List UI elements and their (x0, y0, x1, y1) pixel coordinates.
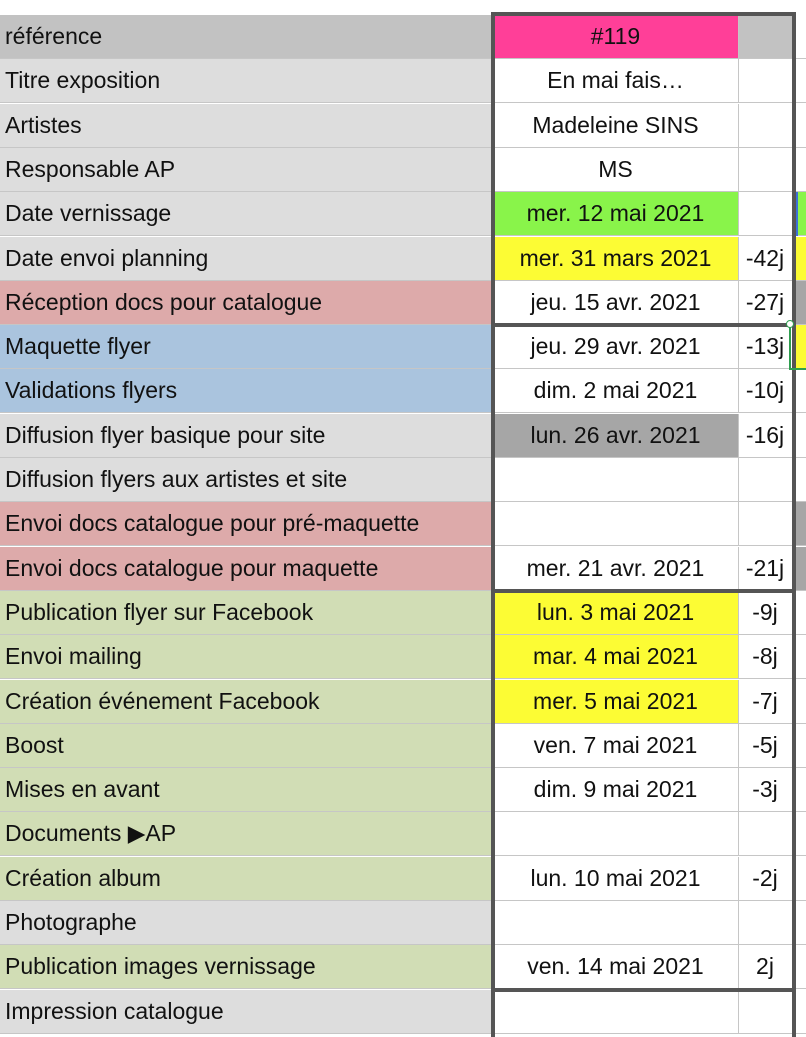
date-cell[interactable]: Madeleine SINS (493, 104, 739, 148)
date-cell[interactable]: jeu. 29 avr. 2021 (493, 325, 739, 369)
day-offset-cell[interactable]: 2j (739, 945, 794, 989)
task-label-cell[interactable]: Date vernissage (0, 192, 493, 236)
task-label-cell[interactable]: Envoi docs catalogue pour maquette (0, 547, 493, 591)
table-row (0, 591, 806, 635)
day-offset-cell[interactable] (739, 192, 794, 236)
table-row (0, 325, 806, 369)
task-label-cell[interactable]: Documents ▶AP (0, 812, 493, 856)
date-cell[interactable]: lun. 26 avr. 2021 (493, 414, 739, 458)
date-cell[interactable]: mer. 31 mars 2021 (493, 237, 739, 281)
date-cell[interactable]: lun. 10 mai 2021 (493, 857, 739, 901)
task-label-cell[interactable]: Diffusion flyer basique pour site (0, 414, 493, 458)
selection-border-bottom (789, 368, 806, 370)
day-offset-cell[interactable]: -27j (739, 281, 794, 325)
group-border-divider-0 (491, 323, 796, 327)
table-row (0, 414, 806, 458)
task-label-cell[interactable]: Boost (0, 724, 493, 768)
group-border-right (792, 12, 796, 1037)
date-cell[interactable] (493, 990, 739, 1034)
day-offset-cell[interactable] (739, 990, 794, 1034)
task-label-cell[interactable]: Validations flyers (0, 369, 493, 413)
day-offset-cell[interactable] (739, 901, 794, 945)
date-cell[interactable] (493, 502, 739, 546)
task-label-cell[interactable]: Diffusion flyers aux artistes et site (0, 458, 493, 502)
day-offset-cell[interactable] (739, 104, 794, 148)
day-offset-cell[interactable]: -7j (739, 680, 794, 724)
day-offset-cell[interactable]: -9j (739, 591, 794, 635)
task-label-cell[interactable]: Maquette flyer (0, 325, 493, 369)
table-row (0, 192, 806, 236)
task-label-cell[interactable]: référence (0, 15, 493, 59)
group-border-left (491, 12, 495, 1037)
date-cell[interactable] (493, 458, 739, 502)
table-row (0, 680, 806, 724)
date-cell[interactable]: MS (493, 148, 739, 192)
task-label-cell[interactable]: Réception docs pour catalogue (0, 281, 493, 325)
day-offset-cell[interactable]: -13j (739, 325, 794, 369)
day-offset-cell[interactable] (739, 15, 794, 59)
date-cell[interactable]: lun. 3 mai 2021 (493, 591, 739, 635)
group-border-divider-1 (491, 589, 796, 593)
task-label-cell[interactable]: Titre exposition (0, 59, 493, 103)
table-row (0, 369, 806, 413)
task-label-cell[interactable]: Photographe (0, 901, 493, 945)
table-row (0, 547, 806, 591)
table-row (0, 724, 806, 768)
selection-border (789, 324, 791, 368)
task-label-cell[interactable]: Date envoi planning (0, 237, 493, 281)
table-row (0, 901, 806, 945)
table-row (0, 857, 806, 901)
table-row (0, 990, 806, 1034)
date-cell[interactable]: dim. 9 mai 2021 (493, 768, 739, 812)
task-label-cell[interactable]: Création album (0, 857, 493, 901)
day-offset-cell[interactable] (739, 458, 794, 502)
day-offset-cell[interactable]: -42j (739, 237, 794, 281)
task-label-cell[interactable]: Artistes (0, 104, 493, 148)
date-cell[interactable] (493, 812, 739, 856)
day-offset-cell[interactable]: -21j (739, 547, 794, 591)
task-label-cell[interactable]: Impression catalogue (0, 990, 493, 1034)
day-offset-cell[interactable]: -16j (739, 414, 794, 458)
task-label-cell[interactable]: Publication flyer sur Facebook (0, 591, 493, 635)
date-cell[interactable]: mar. 4 mai 2021 (493, 635, 739, 679)
task-label-cell[interactable]: Mises en avant (0, 768, 493, 812)
table-row (0, 15, 806, 59)
date-cell[interactable]: dim. 2 mai 2021 (493, 369, 739, 413)
table-row (0, 945, 806, 989)
date-cell[interactable]: ven. 14 mai 2021 (493, 945, 739, 989)
day-offset-cell[interactable]: -2j (739, 857, 794, 901)
table-row (0, 812, 806, 856)
date-cell[interactable] (493, 901, 739, 945)
group-border-top (491, 12, 796, 16)
table-row (0, 635, 806, 679)
date-cell[interactable]: mer. 21 avr. 2021 (493, 547, 739, 591)
task-label-cell[interactable]: Envoi docs catalogue pour pré-maquette (0, 502, 493, 546)
table-row (0, 148, 806, 192)
date-cell[interactable]: mer. 12 mai 2021 (493, 192, 739, 236)
table-row (0, 59, 806, 103)
day-offset-cell[interactable]: -8j (739, 635, 794, 679)
day-offset-cell[interactable] (739, 148, 794, 192)
task-label-cell[interactable]: Envoi mailing (0, 635, 493, 679)
day-offset-cell[interactable]: -3j (739, 768, 794, 812)
date-cell[interactable]: ven. 7 mai 2021 (493, 724, 739, 768)
task-label-cell[interactable]: Création événement Facebook (0, 680, 493, 724)
table-row (0, 458, 806, 502)
day-offset-cell[interactable] (739, 812, 794, 856)
date-cell[interactable]: jeu. 15 avr. 2021 (493, 281, 739, 325)
date-cell[interactable]: mer. 5 mai 2021 (493, 680, 739, 724)
day-offset-cell[interactable]: -5j (739, 724, 794, 768)
table-row (0, 104, 806, 148)
table-row (0, 237, 806, 281)
task-label-cell[interactable]: Responsable AP (0, 148, 493, 192)
table-row (0, 502, 806, 546)
task-label-cell[interactable]: Publication images vernissage (0, 945, 493, 989)
table-row (0, 768, 806, 812)
day-offset-cell[interactable]: -10j (739, 369, 794, 413)
blue-cell-border (796, 192, 798, 236)
table-row (0, 281, 806, 325)
day-offset-cell[interactable] (739, 59, 794, 103)
date-cell[interactable]: #119 (493, 15, 739, 59)
date-cell[interactable]: En mai fais… (493, 59, 739, 103)
day-offset-cell[interactable] (739, 502, 794, 546)
group-border-divider-2 (491, 988, 796, 992)
